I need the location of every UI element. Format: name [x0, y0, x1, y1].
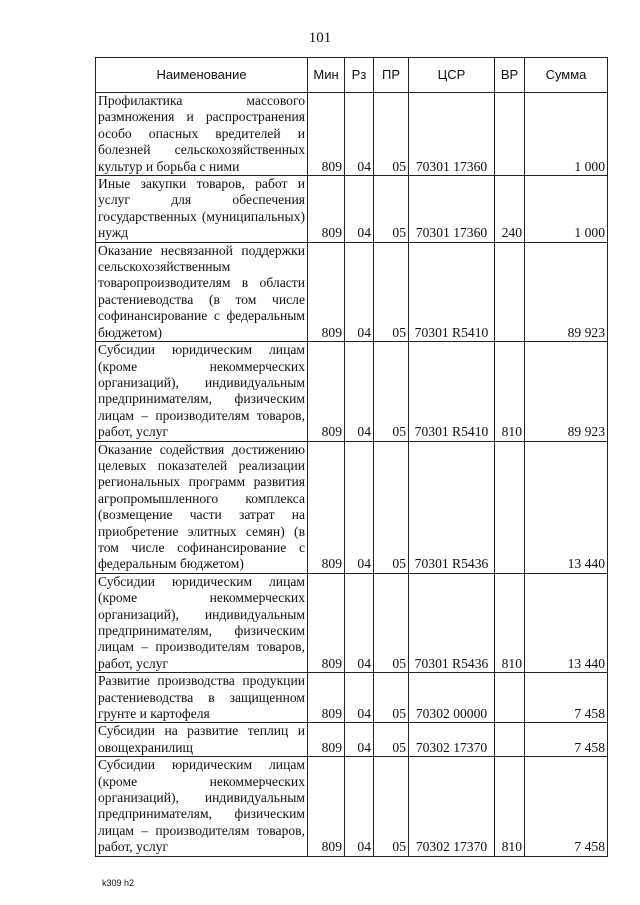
- row-min: 809: [308, 723, 345, 757]
- header-vr: ВР: [495, 58, 525, 93]
- row-pr: 05: [374, 757, 409, 856]
- header-min: Мин: [308, 58, 345, 93]
- header-rz: Рз: [345, 58, 374, 93]
- row-pr: 05: [374, 93, 409, 176]
- row-rz: 04: [345, 573, 374, 672]
- row-csr: 70301 R5410: [409, 342, 495, 441]
- row-sum: 7 458: [525, 757, 608, 856]
- row-sum: 13 440: [525, 441, 608, 573]
- row-min: 809: [308, 242, 345, 341]
- row-csr: 70301 17360: [409, 176, 495, 243]
- row-csr: 70301 R5436: [409, 441, 495, 573]
- row-vr: [495, 93, 525, 176]
- row-name: Развитие производства продукции растениеводства в защищенном грунте и картофеля: [96, 673, 308, 723]
- row-sum: 89 923: [525, 342, 608, 441]
- table-row: [96, 342, 608, 441]
- row-name: Оказание содействия достижению целевых показателей реализации региональных программ развития агропромышленного комплекса (возмещение части затрат на приобретение элитных семян) (в том числе софинансирование с федеральным бюджетом): [96, 441, 308, 573]
- row-rz: 04: [345, 242, 374, 341]
- row-vr: 810: [495, 757, 525, 856]
- row-name: Иные закупки товаров, работ и услуг для обеспечения государственных (муниципальных) нужд: [96, 176, 308, 243]
- row-min: 809: [308, 573, 345, 672]
- row-rz: 04: [345, 441, 374, 573]
- row-csr: 70302 17370: [409, 723, 495, 757]
- row-sum: 1 000: [525, 176, 608, 243]
- row-min: 809: [308, 673, 345, 723]
- footer-code: k309 h2: [102, 878, 135, 888]
- row-pr: 05: [374, 441, 409, 573]
- row-rz: 04: [345, 673, 374, 723]
- row-sum: 13 440: [525, 573, 608, 672]
- row-pr: 05: [374, 673, 409, 723]
- row-name: Профилактика массового размножения и распространения особо опасных вредителей и болезней сельскохозяйственных культур и борьба с ними: [96, 93, 308, 176]
- row-pr: 05: [374, 723, 409, 757]
- row-vr: 810: [495, 342, 525, 441]
- row-min: 809: [308, 176, 345, 243]
- row-rz: 04: [345, 176, 374, 243]
- row-sum: 7 458: [525, 673, 608, 723]
- row-csr: 70302 17370: [409, 757, 495, 856]
- page-number: 101: [308, 30, 332, 46]
- table-row: [96, 757, 608, 856]
- header-name: Наименование: [96, 58, 308, 93]
- row-vr: [495, 242, 525, 341]
- table-row: [96, 441, 608, 573]
- row-pr: 05: [374, 573, 409, 672]
- row-name: Субсидии юридическим лицам (кроме некоммерческих организаций), индивидуальным предпринимателям, физическим лицам – производителям товаров, работ, услуг: [96, 573, 308, 672]
- header-csr: ЦСР: [409, 58, 495, 93]
- row-csr: 70302 00000: [409, 673, 495, 723]
- row-name: Оказание несвязанной поддержки сельскохозяйственным товаропроизводителям в области растениеводства (в том числе софинансирование с федеральным бюджетом): [96, 242, 308, 341]
- row-vr: [495, 441, 525, 573]
- row-min: 809: [308, 441, 345, 573]
- table-row: [96, 93, 608, 176]
- row-min: 809: [308, 93, 345, 176]
- header-pr: ПР: [374, 58, 409, 93]
- row-name: Субсидии юридическим лицам (кроме некоммерческих организаций), индивидуальным предпринимателям, физическим лицам – производителям товаров, работ, услуг: [96, 757, 308, 856]
- header-sum: Сумма: [525, 58, 608, 93]
- row-rz: 04: [345, 723, 374, 757]
- row-min: 809: [308, 757, 345, 856]
- table-row: [96, 176, 608, 243]
- row-name: Субсидии на развитие теплиц и овощехранилищ: [96, 723, 308, 757]
- row-vr: [495, 723, 525, 757]
- row-vr: 240: [495, 176, 525, 243]
- row-csr: 70301 17360: [409, 93, 495, 176]
- row-rz: 04: [345, 757, 374, 856]
- row-sum: 7 458: [525, 723, 608, 757]
- table-row: [96, 723, 608, 757]
- table-header-row: [96, 58, 608, 93]
- row-pr: 05: [374, 176, 409, 243]
- row-min: 809: [308, 342, 345, 441]
- row-rz: 04: [345, 93, 374, 176]
- table-row: [96, 242, 608, 341]
- budget-table: [95, 57, 608, 857]
- row-vr: [495, 673, 525, 723]
- row-vr: 810: [495, 573, 525, 672]
- table-row: [96, 573, 608, 672]
- row-sum: 1 000: [525, 93, 608, 176]
- row-csr: 70301 R5436: [409, 573, 495, 672]
- row-pr: 05: [374, 242, 409, 341]
- row-rz: 04: [345, 342, 374, 441]
- row-name: Субсидии юридическим лицам (кроме некоммерческих организаций), индивидуальным предпринимателям, физическим лицам – производителям товаров, работ, услуг: [96, 342, 308, 441]
- table-row: [96, 673, 608, 723]
- row-sum: 89 923: [525, 242, 608, 341]
- row-csr: 70301 R5410: [409, 242, 495, 341]
- row-pr: 05: [374, 342, 409, 441]
